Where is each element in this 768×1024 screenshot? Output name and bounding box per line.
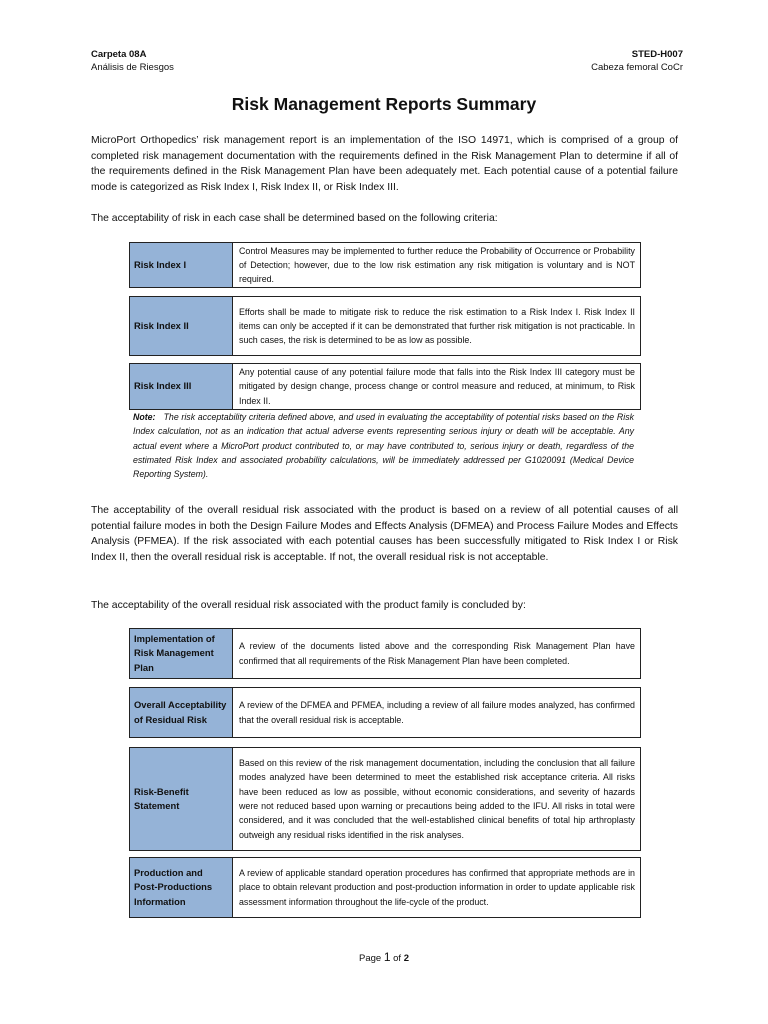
summary-label: Production and Post-Productions Information (130, 858, 233, 917)
summary-row-residual-risk (129, 687, 641, 738)
summary-text: A review of applicable standard operation procedures has confirmed that appropriate methods are in place to obtain relevant production and post-production information in order to update applicable risk assessment information throughout the life-cycle of the product. (239, 868, 635, 907)
family-lead-paragraph: The acceptability of the overall residual risk associated with the product family is concluded by: (91, 600, 526, 611)
summary-row-risk-benefit (129, 747, 641, 851)
risk-index-label: Risk Index III (130, 364, 233, 409)
page-word: Page (358, 953, 382, 964)
risk-index-text: Efforts shall be made to mitigate risk to reduce the risk estimation to a Risk Index I. Risk Index II items can only be accepted if it can be demonstrated that further risk mitigation is not practicable. In such cases, the risk is determined to be as low as possible. (239, 306, 635, 346)
summary-text: Based on this review of the risk management documentation, including the conclusion that all failure modes analyzed have been determined to meet the established risk acceptance criteria. All risks have been reduced as low as possible, without economic considerations, and severity of hazards were not reduced based upon warning or precautions being added to the IFU. All risks in total were considered, and it was concluded that the well-established clinical benefits of total hip arthroplasty outweigh any residual risks identified in the risk analyses. (239, 758, 635, 840)
product-name: Cabeza femoral CoCr (591, 62, 683, 73)
risk-index-text: Any potential cause of any potential failure mode that falls into the Risk Index III category must be mitigated by design change, process change or control measure and reduced, at minimum, to Risk Index II. (239, 367, 635, 406)
risk-index-text: Control Measures may be implemented to further reduce the Probability of Occurrence or Probability of Detection; however, due to the low risk estimation any risk mitigation is voluntary and is NOT required. (239, 245, 635, 285)
doc-code: STED-H007 (631, 49, 683, 60)
header-left (91, 48, 174, 74)
note-paragraph (133, 410, 634, 481)
risk-index-2-row (129, 296, 641, 356)
risk-index-label: Risk Index II (130, 297, 233, 355)
of-word: of (393, 953, 402, 964)
summary-label: Overall Acceptability of Residual Risk (130, 688, 233, 737)
summary-text: A review of the DFMEA and PFMEA, including a review of all failure modes analyzed, has confirmed that the overall residual risk is acceptable. (239, 700, 635, 725)
header-right (591, 48, 683, 74)
risk-index-1-row (129, 242, 641, 288)
risk-index-3-row (129, 363, 641, 410)
summary-label: Implementation of Risk Management Plan (130, 629, 233, 678)
note-text: The risk acceptability criteria defined above, and used in evaluating the acceptability of potential risks based on the Risk Index calculation, not as an indication that actual adverse events representing serious injury or death will be acceptable. Any actual event where a MicroPort product contributed to, or may have contributed to, serious injury or death, regardless of the estimated Risk Index and associated probability calculations, will be immediately addressed per G1020091 (Medical Device Reporting System). (133, 412, 634, 480)
page-number: 1 (383, 950, 391, 964)
criteria-lead-paragraph: The acceptability of risk in each case shall be determined based on the following criteria: (91, 213, 498, 224)
section-label: Análisis de Riesgos (91, 62, 174, 73)
residual-risk-paragraph: The acceptability of the overall residual risk associated with the product is based on a review of all potential causes of all potential failure modes in both the Design Failure Modes and Effects Analysis (DFMEA) and Process Failure Modes and Effects Analysis (PFMEA). If the risk associated with each potential causes has been successfully mitigated to Risk Index I or Risk Index II, then the overall residual risk is acceptable. If not, the overall residual risk is not acceptable. (91, 505, 678, 563)
summary-text: A review of the documents listed above and the corresponding Risk Management Plan have confirmed that all requirements of the Risk Management Plan have been completed. (239, 641, 635, 666)
folder-label: Carpeta 08A (91, 49, 147, 60)
page-title: Risk Management Reports Summary (231, 94, 537, 114)
summary-row-implementation (129, 628, 641, 679)
page-footer (0, 950, 768, 964)
summary-label: Risk-Benefit Statement (130, 748, 233, 850)
summary-row-production (129, 857, 641, 918)
intro-paragraph: MicroPort Orthopedics’ risk management report is an implementation of the ISO 14971, which is comprised of a group of completed risk management documentation with the requirements defined in the Risk Management Plan to determine if all of the requirements defined in the Risk Management Plan have been adequately met. Each potential cause of a potential failure mode is categorized as Risk Index I, Risk Index II, or Risk Index III. (91, 135, 678, 193)
page-total: 2 (403, 953, 410, 964)
risk-index-label: Risk Index I (130, 243, 233, 287)
note-label: Note: (133, 412, 156, 422)
